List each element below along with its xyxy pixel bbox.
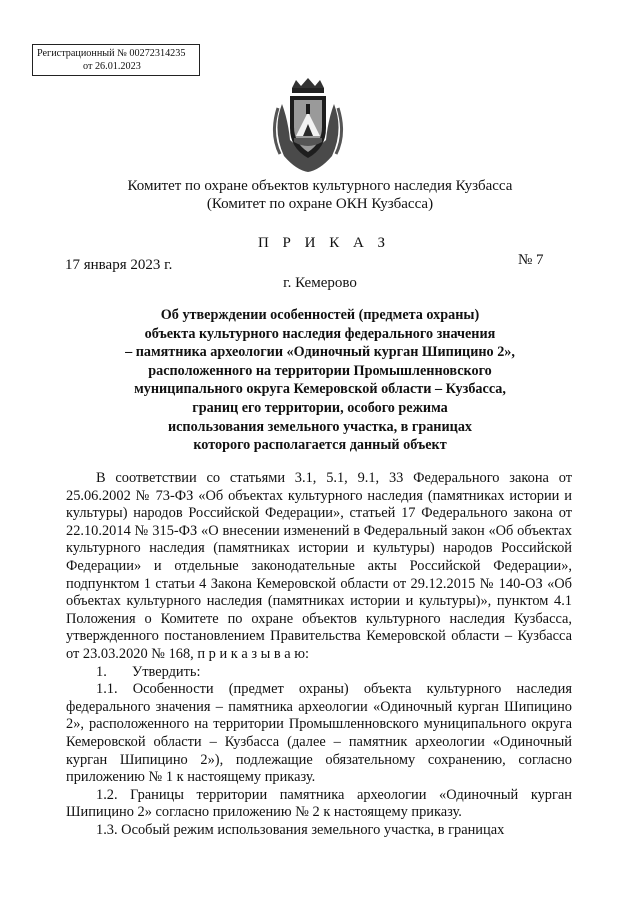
item-1-1-paragraph: 1.1. Особенности (предмет охраны) объекта культурного наследия федерального значения – памятника археологии «Одиночный курган Шипицино 2», расположенного на территории Промышленновского муниципального округа Кемеровской области – Кузбасса (далее – памятник археологии «Одиночный курган Шипицино 2»), подлежащие обязательному сохранению, согласно приложению № 1 к настоящему приказу. [66, 681, 572, 786]
subject-line: – памятника археологии «Одиночный курган Шипицино 2», [125, 344, 515, 361]
order-date: 17 января 2023 г. [65, 257, 173, 273]
subject-line: расположенного на территории Промышленновского [148, 362, 492, 379]
document-title: П Р И К А З [257, 235, 391, 251]
subject-line: муниципального округа Кемеровской области – Кузбасса, [134, 381, 506, 398]
organization-name: Комитет по охране объектов культурного наследия Кузбасса [127, 178, 513, 194]
subject-line: объекта культурного наследия федерального значения [144, 325, 496, 342]
registration-stamp [32, 44, 200, 76]
item-text: Утвердить: [132, 663, 201, 680]
subject-line: использования земельного участка, в границах [167, 418, 473, 435]
subject-line: Об утверждении особенностей (предмета охраны) [160, 307, 480, 323]
order-body [66, 470, 572, 839]
item-1-3-paragraph: 1.3. Особый режим использования земельного участка, в границах [96, 821, 505, 838]
registration-date: от 26.01.2023 [83, 61, 141, 72]
registration-number: Регистрационный № 00272314235 [37, 48, 186, 59]
item-number: 1. [96, 663, 107, 680]
item-1-2-paragraph: 1.2. Границы территории памятника археологии «Одиночный курган Шипицино 2» согласно приложению № 2 к настоящему приказу. [66, 786, 572, 821]
order-subject [100, 306, 540, 455]
order-city: г. Кемерово [283, 275, 357, 291]
preamble-paragraph: В соответствии со статьями 3.1, 5.1, 9.1, 33 Федерального закона от 25.06.2002 № 73-ФЗ «Об объектах культурного наследия (памятниках истории и культуры) народов Российской Федерации», статьей 17 Федерального закона от 22.10.2014 № 315-ФЗ «О внесении изменений в Федеральный закон «Об объектах культурного наследия (памятниках истории и культуры) народов Российской Федерации» и отдельные законодательные акты Российской Федерации», подпунктом 1 статьи 4 Закона Кемеровской области от 29.12.2015 № 140-ОЗ «Об объектах культурного наследия (памятниках истории и культуры)», пунктом 4.1 Положения о Комитете по охране объектов культурного наследия Кузбасса, утвержденного постановлением Правительства Кемеровской области – Кузбасса от 23.03.2020 № 168, п р и к а з ы в а ю: [66, 470, 572, 662]
item-1 [66, 664, 572, 682]
kuzbass-coat-of-arms-icon [270, 78, 346, 174]
subject-line: которого располагается данный объект [193, 437, 447, 454]
organization-short-name: (Комитет по охране ОКН Кузбасса) [206, 196, 434, 212]
subject-line: границ его территории, особого режима [192, 399, 448, 416]
order-number: № 7 [518, 252, 544, 268]
